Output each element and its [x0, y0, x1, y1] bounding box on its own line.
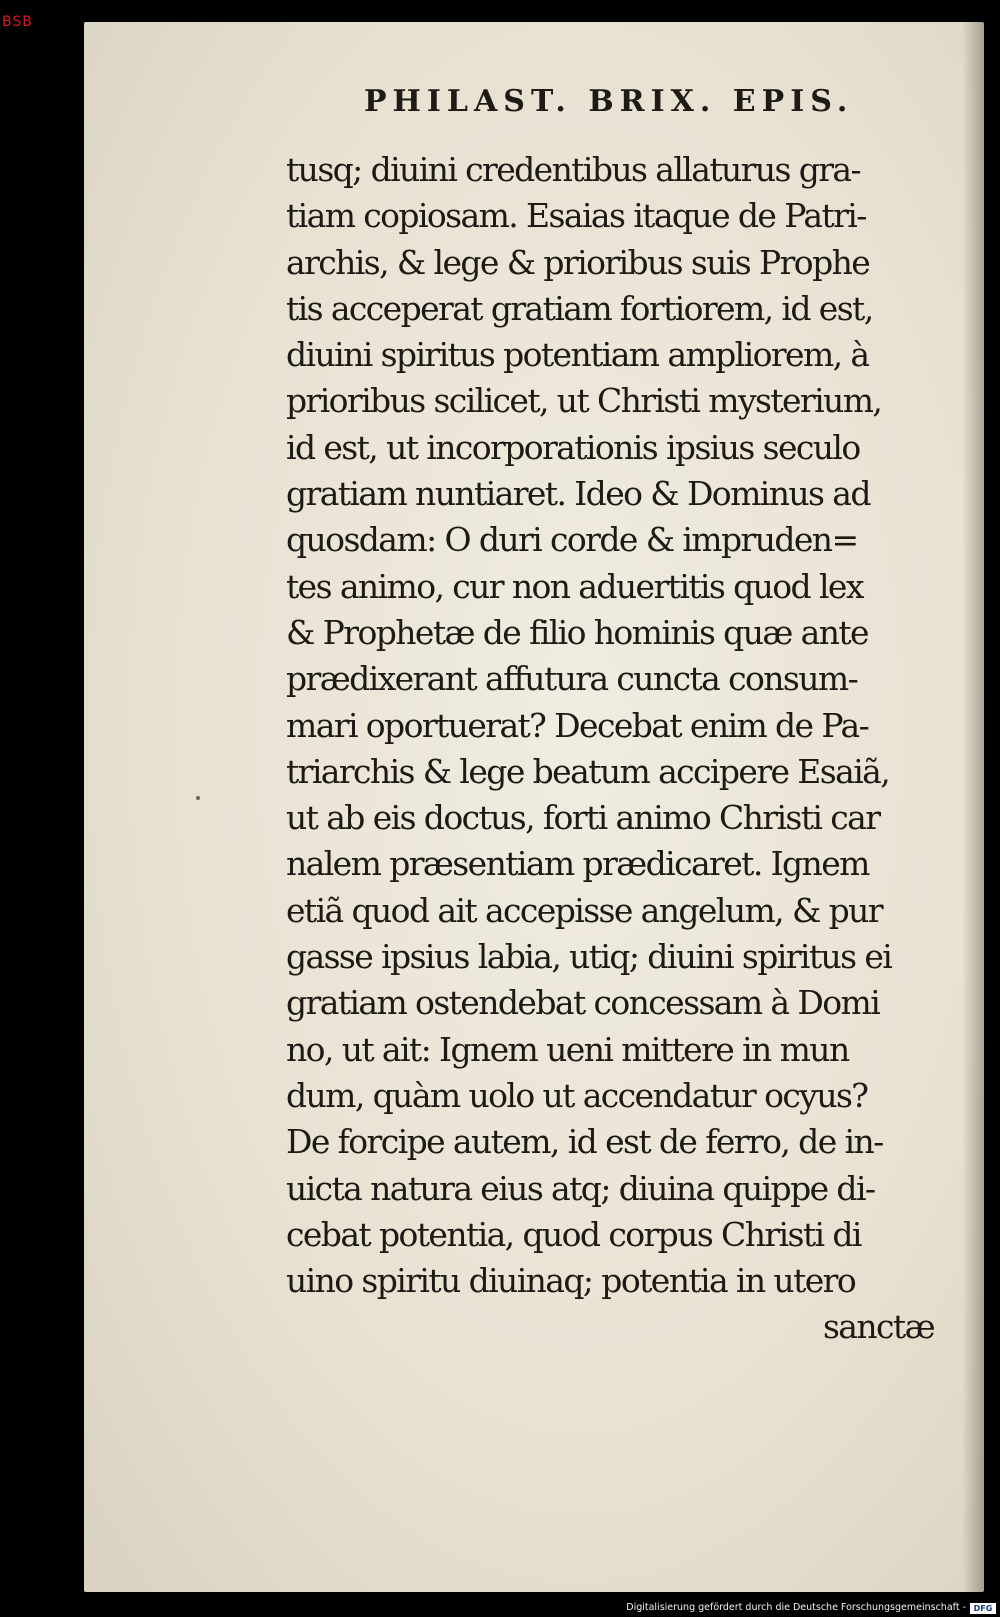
- text-line: id est, ut incorporationis ipsius seculo: [286, 427, 860, 467]
- text-line: De forcipe autem, id est de ferro, de in-: [286, 1122, 883, 1162]
- text-line: gratiam nuntiaret. Ideo & Dominus ad: [286, 474, 870, 514]
- text-line: ut ab eis doctus, forti animo Christi car: [286, 798, 880, 838]
- text-line: no, ut ait: Ignem ueni mittere in mun: [286, 1029, 849, 1069]
- text-line: mari oportuerat? Decebat enim de Pa-: [286, 705, 869, 745]
- library-mark: BSB: [2, 14, 33, 30]
- text-line: tis acceperat gratiam fortiorem, id est,: [286, 288, 873, 328]
- text-line: dum, quàm uolo ut accendatur ocyus?: [286, 1075, 868, 1115]
- text-line: triarchis & lege beatum accipere Esaiã,: [286, 751, 890, 791]
- text-line: archis, & lege & prioribus suis Prophe: [286, 242, 870, 282]
- text-block: [286, 147, 952, 1351]
- text-line: tusq; diuini credentibus allaturus gra-: [286, 150, 861, 189]
- text-line: tiam copiosam. Esaias itaque de Patri-: [286, 196, 866, 236]
- text-line: uicta natura eius atq; diuina quippe di-: [286, 1168, 875, 1208]
- text-line: quosdam: O duri corde & impruden=: [286, 520, 858, 560]
- text-line: cebat potentia, quod corpus Christi di: [286, 1214, 861, 1254]
- text-line: diuini spiritus potentiam ampliorem, à: [286, 335, 869, 375]
- text-line: prioribus scilicet, ut Christi mysterium,: [286, 381, 882, 421]
- page-edge-shadow: [962, 22, 984, 1592]
- text-line: nalem præsentiam prædicaret. Ignem: [286, 844, 869, 884]
- text-line: gratiam ostendebat concessam à Domi: [286, 983, 880, 1023]
- text-line: etiã quod ait accepisse angelum, & pur: [286, 890, 882, 930]
- dfg-logo: DFG: [970, 1603, 996, 1614]
- text-line: prædixerant affutura cuncta consum-: [286, 659, 858, 699]
- digitization-credit: Digitalisierung gefördert durch die Deutsche Forschungsgemeinschaft -: [626, 1602, 966, 1613]
- running-head: PHILAST. BRIX. EPIS.: [364, 84, 854, 119]
- book-page: [84, 22, 984, 1592]
- text-line: gasse ipsius labia, utiq; diuini spiritus ei: [286, 937, 892, 977]
- text-line: uino spiritu diuinaq; potentia in utero: [286, 1261, 856, 1301]
- text-line: & Prophetæ de filio hominis quæ ante: [286, 612, 868, 652]
- text-line: tes animo, cur non aduertitis quod lex: [286, 566, 863, 606]
- catchword: sanctæ: [822, 1307, 934, 1347]
- margin-mark: [196, 796, 200, 800]
